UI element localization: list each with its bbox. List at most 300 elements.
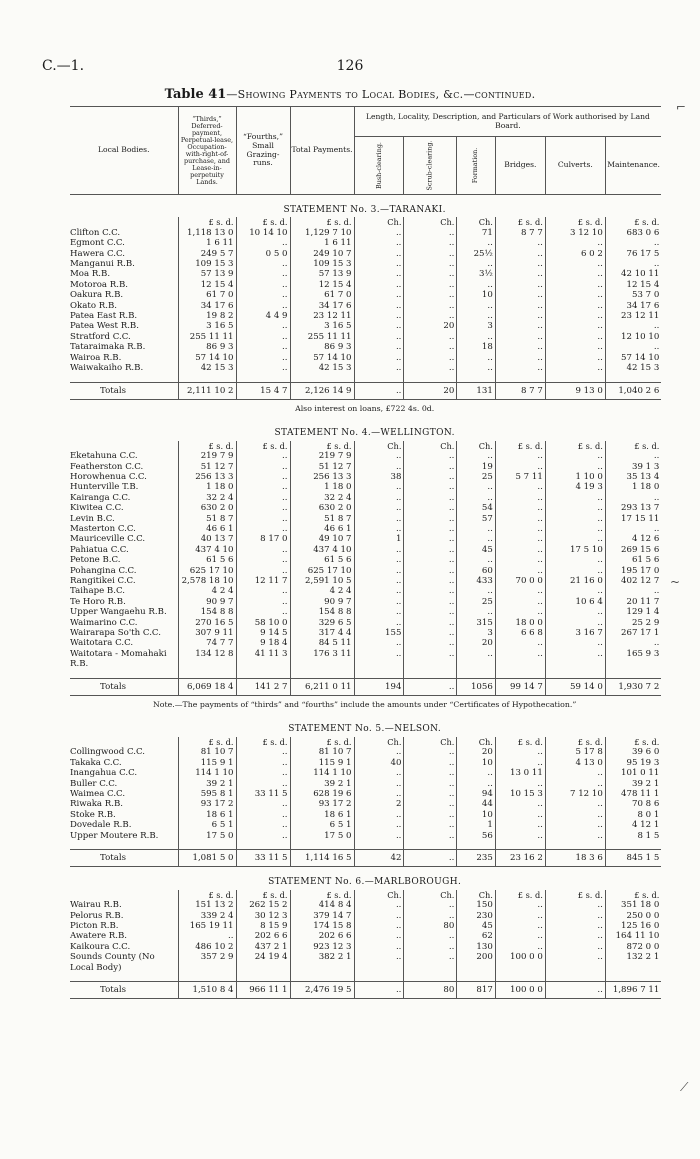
table-cell: .. (236, 280, 290, 290)
spacer-cell (605, 670, 661, 679)
table-cell: 1 18 0 (605, 482, 661, 492)
table-cell: .. (404, 555, 457, 565)
table-cell: 57 13 9 (290, 269, 354, 279)
table-cell: 3 (457, 628, 495, 638)
units-row (70, 737, 661, 747)
table-cell: .. (495, 493, 545, 503)
table-cell: .. (354, 747, 404, 757)
totals-cell: 235 (457, 849, 495, 866)
totals-cell: 42 (354, 849, 404, 866)
table-label: Table 41 (164, 87, 227, 102)
page-reference: C.—1. (42, 58, 85, 74)
table-cell: 165 19 11 (178, 921, 236, 931)
table-cell: 76 17 5 (605, 249, 661, 259)
table-cell: 40 13 7 (178, 534, 236, 544)
header-local-bodies: Local Bodies. (70, 107, 178, 195)
table-cell: .. (404, 462, 457, 472)
table-cell: .. (404, 503, 457, 513)
table-cell: .. (354, 789, 404, 799)
table-cell: .. (545, 321, 605, 331)
table-cell: .. (404, 238, 457, 248)
table-cell: 249 5 7 (178, 249, 236, 259)
table-cell: .. (545, 332, 605, 342)
table-cell: .. (354, 524, 404, 534)
table-row (70, 597, 661, 607)
table-cell: .. (457, 238, 495, 248)
payments-table-container (70, 106, 700, 999)
table-cell: 33 11 5 (236, 789, 290, 799)
local-body-name: Wairau R.B. (70, 900, 122, 911)
header-formation-text: Formation. (471, 147, 480, 184)
spacer-cell (290, 841, 354, 850)
table-cell: .. (404, 332, 457, 342)
table-cell: .. (236, 799, 290, 809)
spacer-cell (178, 670, 236, 679)
header-maintenance: Maintenance. (605, 137, 661, 195)
unit-label: Ch. (354, 737, 404, 747)
table-cell: .. (236, 586, 290, 596)
table-cell: .. (354, 576, 404, 586)
table-cell: .. (236, 597, 290, 607)
table-cell: 17 5 10 (545, 545, 605, 555)
table-cell: .. (605, 493, 661, 503)
table-row (70, 353, 661, 363)
table-cell: 130 (457, 942, 495, 952)
table-cell: 154 8 8 (290, 607, 354, 617)
table-row (70, 524, 661, 534)
table-cell: 250 0 0 (605, 911, 661, 921)
table-cell: .. (457, 301, 495, 311)
table-cell: .. (404, 911, 457, 921)
totals-cell: 59 14 0 (545, 678, 605, 695)
table-cell: 53 7 0 (605, 290, 661, 300)
table-cell: .. (545, 921, 605, 931)
table-cell: 4 2 4 (178, 586, 236, 596)
table-cell: 44 (457, 799, 495, 809)
totals-cell: 1,896 7 11 (605, 982, 661, 999)
table-cell: .. (354, 952, 404, 973)
table-cell: .. (354, 911, 404, 921)
unit-label: Ch. (404, 890, 457, 900)
totals-cell: 18 3 6 (545, 849, 605, 866)
local-body-name: Masterton C.C. (70, 523, 136, 534)
table-cell: .. (545, 462, 605, 472)
spacer-row (70, 374, 661, 383)
table-cell: 18 6 1 (290, 810, 354, 820)
table-cell: 10 (457, 290, 495, 300)
table-cell: 10 6 4 (545, 597, 605, 607)
table-cell: 18 (457, 342, 495, 352)
table-cell: 61 7 0 (290, 290, 354, 300)
spacer-cell (404, 374, 457, 383)
table-row (70, 321, 661, 331)
table-cell: .. (354, 311, 404, 321)
header-scrub (404, 137, 457, 195)
table-cell: .. (545, 451, 605, 461)
table-cell: .. (457, 311, 495, 321)
table-cell: .. (354, 228, 404, 238)
table-header (70, 107, 661, 195)
table-cell: .. (404, 228, 457, 238)
table-cell: .. (545, 269, 605, 279)
table-cell: 3 16 5 (290, 321, 354, 331)
table-cell: 57 14 10 (605, 353, 661, 363)
table-cell: .. (404, 514, 457, 524)
table-cell: .. (495, 534, 545, 544)
table-cell: 41 11 3 (236, 649, 290, 670)
table-cell: .. (404, 259, 457, 269)
table-cell: .. (457, 534, 495, 544)
table-cell: .. (404, 779, 457, 789)
local-body-name: Kairanga C.C. (70, 492, 131, 503)
table-cell: 6 6 8 (495, 628, 545, 638)
table-cell: 109 15 3 (290, 259, 354, 269)
table-cell: .. (354, 545, 404, 555)
local-body-name: Kiwitea C.C. (70, 503, 124, 514)
table-cell: .. (236, 768, 290, 778)
table-cell: 60 (457, 566, 495, 576)
table-cell: .. (236, 514, 290, 524)
table-cell: 5 17 8 (545, 747, 605, 757)
table-cell: 317 4 4 (290, 628, 354, 638)
unit-label: £ s. d. (495, 890, 545, 900)
local-body-name: Oakura R.B. (70, 290, 124, 301)
table-cell: 151 13 2 (178, 900, 236, 910)
table-cell: 80 (404, 921, 457, 931)
table-cell: .. (495, 353, 545, 363)
spacer-cell (457, 841, 495, 850)
table-cell: .. (605, 321, 661, 331)
table-row (70, 931, 661, 941)
table-cell: 307 9 11 (178, 628, 236, 638)
unit-label: £ s. d. (178, 217, 236, 227)
table-cell: .. (236, 301, 290, 311)
table-cell: 18 0 0 (495, 618, 545, 628)
table-cell: 115 9 1 (178, 758, 236, 768)
table-cell: 9 18 4 (236, 638, 290, 648)
statement-note: Note.—The payments of “thirds” and “fourths” include the amounts under “Certificates of Hypothecation.” (152, 700, 577, 710)
statement-title: STATEMENT No. 3.—TARANAKI. (283, 205, 446, 215)
table-row (70, 638, 661, 648)
totals-cell: 845 1 5 (605, 849, 661, 866)
local-body-name: Upper Moutere R.B. (70, 830, 159, 841)
table-cell: .. (495, 238, 545, 248)
local-body-name: Rangitikei C.C. (70, 576, 136, 586)
table-cell: .. (545, 768, 605, 778)
table-cell: 38 (354, 472, 404, 482)
table-cell: .. (404, 618, 457, 628)
table-cell: .. (545, 810, 605, 820)
table-row (70, 503, 661, 513)
table-cell: .. (354, 831, 404, 841)
table-cell: .. (545, 649, 605, 670)
table-cell: 12 15 4 (605, 280, 661, 290)
table-cell: 24 19 4 (236, 952, 290, 973)
table-cell: .. (404, 280, 457, 290)
table-cell: 8 7 7 (495, 228, 545, 238)
table-cell: .. (404, 831, 457, 841)
table-cell: 39 2 1 (605, 779, 661, 789)
table-cell: 70 8 6 (605, 799, 661, 809)
table-row (70, 628, 661, 638)
table-cell: .. (236, 290, 290, 300)
totals-cell: .. (545, 982, 605, 999)
table-cell: .. (354, 779, 404, 789)
table-cell: .. (354, 768, 404, 778)
table-cell: .. (354, 280, 404, 290)
totals-cell: .. (404, 678, 457, 695)
local-body-name: Okato R.B. (70, 300, 117, 311)
totals-cell: 1,930 7 2 (605, 678, 661, 695)
table-cell: .. (495, 931, 545, 941)
table-cell: .. (545, 353, 605, 363)
totals-cell: 80 (404, 982, 457, 999)
table-cell: .. (236, 545, 290, 555)
spacer-cell (354, 841, 404, 850)
table-cell: .. (354, 942, 404, 952)
table-cell: 51 12 7 (290, 462, 354, 472)
table-cell: .. (404, 586, 457, 596)
table-cell: 1 6 11 (290, 238, 354, 248)
totals-cell: 8 7 7 (495, 382, 545, 399)
table-cell: 34 17 6 (178, 301, 236, 311)
table-cell: 176 3 11 (290, 649, 354, 670)
table-cell: .. (354, 363, 404, 373)
totals-row (70, 982, 661, 999)
local-body-name: Te Horo R.B. (70, 596, 126, 607)
totals-cell: 141 2 7 (236, 678, 290, 695)
table-cell: 34 17 6 (290, 301, 354, 311)
spacer-cell (236, 374, 290, 383)
table-cell: .. (236, 472, 290, 482)
spacer-row (70, 670, 661, 679)
totals-cell: 2,126 14 9 (290, 382, 354, 399)
local-body-name: Pelorus R.B. (70, 910, 124, 921)
table-row (70, 482, 661, 492)
table-cell: .. (457, 649, 495, 670)
local-body-name: Motoroa R.B. (70, 279, 128, 290)
table-cell: .. (457, 280, 495, 290)
table-cell: 4 2 4 (290, 586, 354, 596)
table-cell: 1 (457, 820, 495, 830)
spacer-cell (605, 841, 661, 850)
table-cell: .. (495, 524, 545, 534)
table-cell: .. (545, 900, 605, 910)
table-cell: 46 6 1 (290, 524, 354, 534)
local-body-name: Pahiatua C.C. (70, 544, 129, 555)
spacer-cell (404, 841, 457, 850)
unit-label: Ch. (457, 890, 495, 900)
local-body-name: Tataraimaka R.B. (70, 342, 146, 353)
table-cell: 93 17 2 (178, 799, 236, 809)
local-body-name: Waimarino C.C. (70, 617, 138, 628)
statement-note: Also interest on loans, £722 4s. 0d. (295, 403, 435, 413)
table-row (70, 758, 661, 768)
table-row (70, 259, 661, 269)
table-cell: 93 17 2 (290, 799, 354, 809)
spacer-cell (178, 374, 236, 383)
totals-row (70, 849, 661, 866)
table-cell: 255 11 11 (290, 332, 354, 342)
table-cell: .. (545, 363, 605, 373)
totals-cell: 20 (404, 382, 457, 399)
table-cell: .. (236, 321, 290, 331)
table-cell: .. (236, 810, 290, 820)
units-row (70, 441, 661, 451)
table-cell: .. (457, 586, 495, 596)
table-cell: 1 (354, 534, 404, 544)
table-cell: .. (354, 493, 404, 503)
table-cell: 23 12 11 (290, 311, 354, 321)
table-cell: .. (545, 238, 605, 248)
table-cell: .. (404, 952, 457, 973)
table-cell: .. (457, 332, 495, 342)
table-row (70, 900, 661, 910)
table-cell: 8 15 9 (236, 921, 290, 931)
table-cell: .. (404, 493, 457, 503)
table-cell: .. (404, 638, 457, 648)
table-cell: .. (495, 301, 545, 311)
table-cell: 57 14 10 (290, 353, 354, 363)
local-body-name: Dovedale R.B. (70, 820, 132, 831)
table-cell: 23 12 11 (605, 311, 661, 321)
table-cell: 115 9 1 (290, 758, 354, 768)
table-cell: 10 14 10 (236, 228, 290, 238)
unit-label: Ch. (457, 737, 495, 747)
table-row (70, 514, 661, 524)
table-cell: .. (457, 779, 495, 789)
table-cell: .. (404, 353, 457, 363)
table-cell: .. (545, 555, 605, 565)
table-cell: .. (404, 576, 457, 586)
table-cell: 329 6 5 (290, 618, 354, 628)
table-cell: 71 (457, 228, 495, 238)
spacer-cell (236, 670, 290, 679)
table-cell: 25 (457, 597, 495, 607)
totals-cell: 1,081 5 0 (178, 849, 236, 866)
table-cell: 4 4 9 (236, 311, 290, 321)
table-cell: 595 8 1 (178, 789, 236, 799)
table-cell: .. (495, 942, 545, 952)
totals-cell: 1,114 16 5 (290, 849, 354, 866)
spacer-cell (354, 973, 404, 982)
table-row (70, 311, 661, 321)
table-cell: .. (495, 482, 545, 492)
spacer-cell (495, 841, 545, 850)
totals-cell: 15 4 7 (236, 382, 290, 399)
spacer-cell (70, 374, 178, 383)
table-cell: 61 7 0 (178, 290, 236, 300)
unit-label: £ s. d. (605, 890, 661, 900)
table-cell: 357 2 9 (178, 952, 236, 973)
table-cell: 81 10 7 (290, 747, 354, 757)
header-formation (457, 137, 495, 195)
table-cell: .. (404, 269, 457, 279)
table-cell: 200 (457, 952, 495, 973)
local-body-name: Sounds County (No Local Body) (70, 952, 155, 973)
table-cell: .. (236, 332, 290, 342)
table-title (0, 87, 700, 102)
table-cell: .. (236, 566, 290, 576)
table-cell: 4 12 6 (605, 534, 661, 544)
table-row (70, 534, 661, 544)
table-cell: .. (236, 747, 290, 757)
table-cell: .. (236, 555, 290, 565)
table-cell: .. (354, 249, 404, 259)
unit-label: £ s. d. (605, 441, 661, 451)
table-cell: 39 2 1 (290, 779, 354, 789)
table-row (70, 942, 661, 952)
table-cell: 0 5 0 (236, 249, 290, 259)
table-cell: .. (404, 451, 457, 461)
local-body-name: Riwaka R.B. (70, 799, 124, 810)
table-cell: 39 2 1 (178, 779, 236, 789)
table-cell: .. (545, 942, 605, 952)
table-cell: .. (495, 649, 545, 670)
table-cell: .. (404, 758, 457, 768)
header-scrub-text: Scrub-clearing. (425, 140, 434, 191)
note-row (70, 696, 661, 715)
table-cell: .. (495, 921, 545, 931)
table-cell: 379 14 7 (290, 911, 354, 921)
unit-label: Ch. (404, 737, 457, 747)
table-cell: 30 12 3 (236, 911, 290, 921)
table-row (70, 451, 661, 461)
table-cell: 34 17 6 (605, 301, 661, 311)
table-cell: 165 9 3 (605, 649, 661, 670)
table-cell: .. (354, 332, 404, 342)
margin-mark: ⟋ (680, 1080, 689, 1094)
table-cell: .. (605, 586, 661, 596)
table-cell: .. (495, 321, 545, 331)
table-row (70, 607, 661, 617)
table-cell: 10 15 3 (495, 789, 545, 799)
table-cell: .. (404, 482, 457, 492)
units-spacer (70, 441, 178, 451)
totals-cell: 99 14 7 (495, 678, 545, 695)
table-cell: 382 2 1 (290, 952, 354, 973)
local-body-name: Horowhenua C.C. (70, 471, 147, 482)
table-cell: .. (495, 280, 545, 290)
table-cell: 6 0 2 (545, 249, 605, 259)
table-cell: 433 (457, 576, 495, 586)
totals-cell: .. (354, 982, 404, 999)
table-cell: 129 1 4 (605, 607, 661, 617)
table-cell: 155 (354, 628, 404, 638)
table-cell: 437 4 10 (178, 545, 236, 555)
table-cell: 437 2 1 (236, 942, 290, 952)
table-cell: 57 13 9 (178, 269, 236, 279)
table-cell: 70 0 0 (495, 576, 545, 586)
table-cell: 49 10 7 (290, 534, 354, 544)
table-row (70, 301, 661, 311)
table-row (70, 290, 661, 300)
table-cell: .. (236, 503, 290, 513)
table-cell: 12 11 7 (236, 576, 290, 586)
table-cell: 45 (457, 921, 495, 931)
table-cell: .. (404, 249, 457, 259)
table-cell: .. (545, 301, 605, 311)
local-body-name: Collingwood C.C. (70, 747, 145, 758)
table-cell: .. (545, 638, 605, 648)
table-cell: 230 (457, 911, 495, 921)
header-fourths: “Fourths,” Small Grazing-runs. (236, 107, 290, 195)
table-cell: .. (236, 259, 290, 269)
table-cell: .. (495, 503, 545, 513)
totals-label: Totals (70, 382, 178, 399)
table-cell: .. (354, 259, 404, 269)
statement-title: STATEMENT No. 5.—NELSON. (288, 724, 442, 735)
